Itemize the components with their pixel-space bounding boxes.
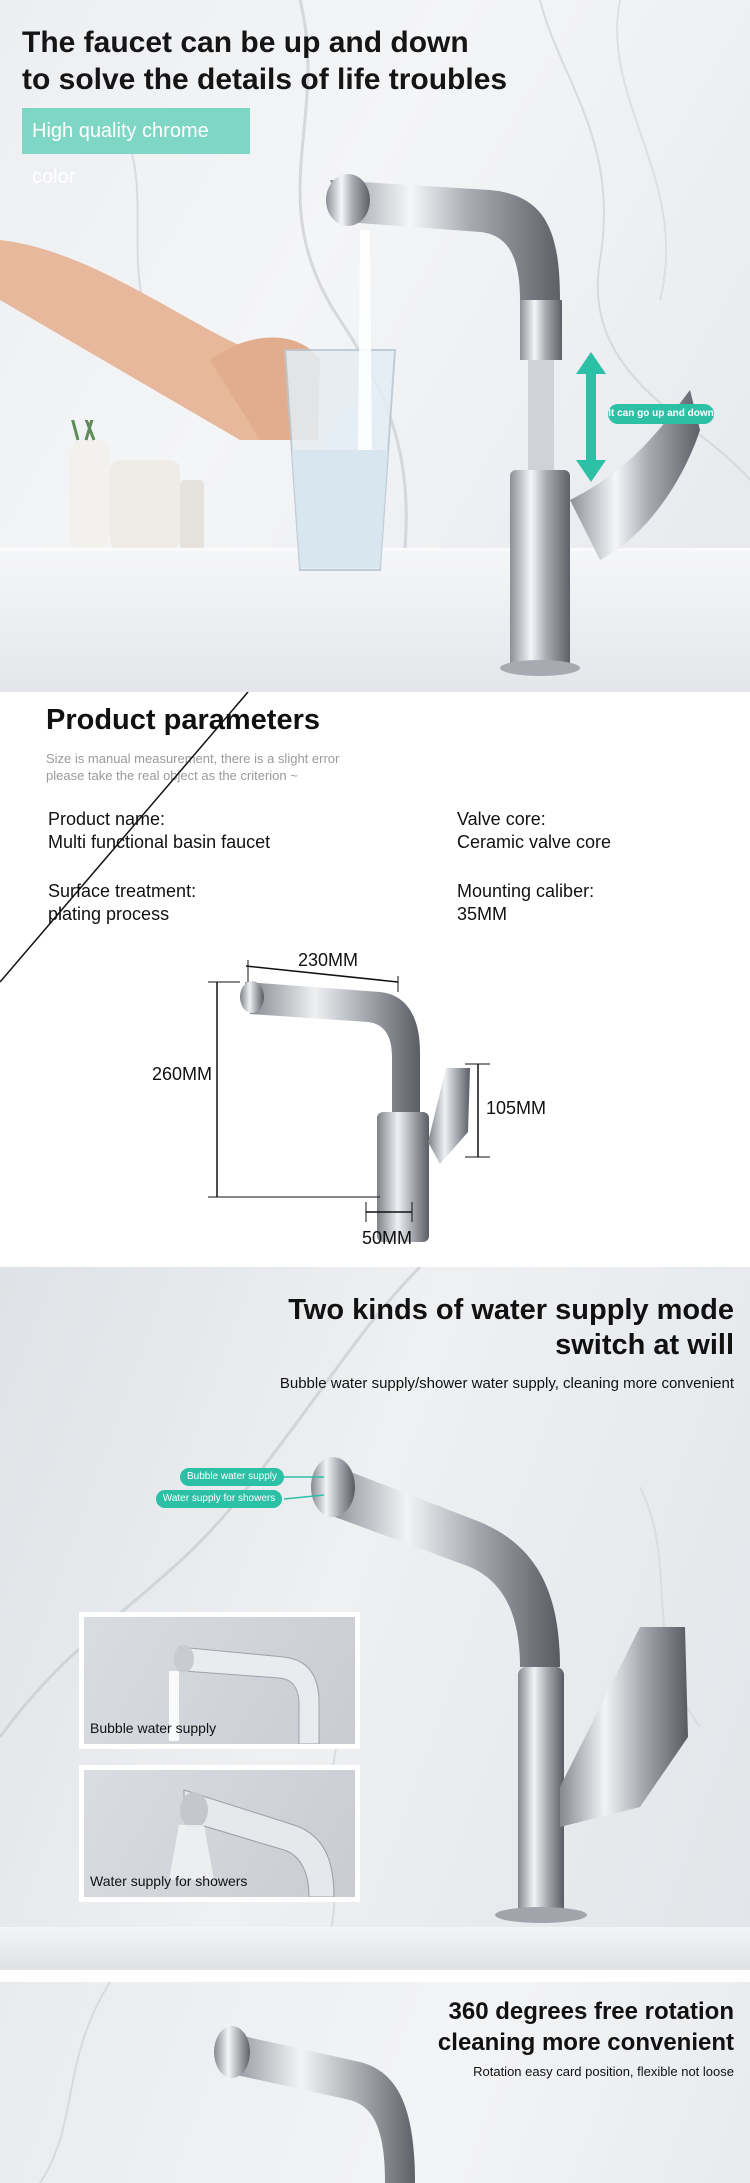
dim-width-label: 230MM [298, 950, 359, 970]
water-modes-title [288, 1293, 734, 1363]
water-modes-subtitle: Bubble water supply/shower water supply, cleaning more convenient [279, 1375, 734, 1392]
chrome-color-badge: High quality chrome color [22, 108, 250, 154]
bubble-supply-tag: Bubble water supply [180, 1468, 284, 1486]
note-line1: Size is manual measurement, there is a slight error [46, 751, 340, 766]
up-down-arrow-icon [576, 352, 606, 482]
param-label: Product name: [48, 809, 166, 829]
note-line2: please take the real object as the criterion ~ [46, 768, 298, 783]
shower-supply-tag: Water supply for showers [156, 1490, 282, 1508]
dim-handle-label: 105MM [486, 1098, 547, 1118]
param-label: Surface treatment: [48, 881, 197, 901]
water-modes-title-line2: switch at will [555, 1329, 734, 1361]
shower-supply-inset [79, 1765, 360, 1902]
dim-height-label: 260MM [152, 1064, 213, 1084]
bubble-inset-label: Bubble water supply [90, 1720, 217, 1736]
parameters-title: Product parameters [46, 704, 320, 736]
rotation-title [438, 1996, 734, 2058]
hero-section [0, 0, 750, 692]
parameters-section [0, 692, 750, 1267]
dimension-diagram [0, 692, 750, 1267]
param-value: Multi functional basin faucet [48, 832, 271, 852]
rotation-title-line2: cleaning more convenient [437, 2029, 734, 2056]
rotation-section [0, 1970, 750, 2183]
hero-title [22, 24, 642, 98]
param-value: 35MM [457, 904, 508, 924]
shower-inset-label: Water supply for showers [90, 1873, 248, 1889]
hero-title-line2: to solve the details of life troubles [22, 63, 508, 96]
param-value: Ceramic valve core [457, 832, 612, 852]
up-down-tag: It can go up and down [608, 404, 714, 424]
bubble-supply-inset [79, 1612, 360, 1749]
tag-connector-lines [284, 1467, 344, 1507]
param-label: Mounting caliber: [457, 881, 595, 901]
faucet-image [0, 0, 750, 692]
water-modes-title-line1: Two kinds of water supply mode [288, 1294, 734, 1326]
rotation-subtitle: Rotation easy card position, flexible not loose [473, 2064, 734, 2079]
param-value: plating process [48, 904, 170, 924]
rotation-title-line1: 360 degrees free rotation [448, 1998, 734, 2025]
param-label: Valve core: [457, 809, 546, 829]
dim-base-label: 50MM [362, 1228, 413, 1248]
water-modes-section [0, 1267, 750, 1970]
hero-title-line1: The faucet can be up and down [22, 26, 469, 59]
